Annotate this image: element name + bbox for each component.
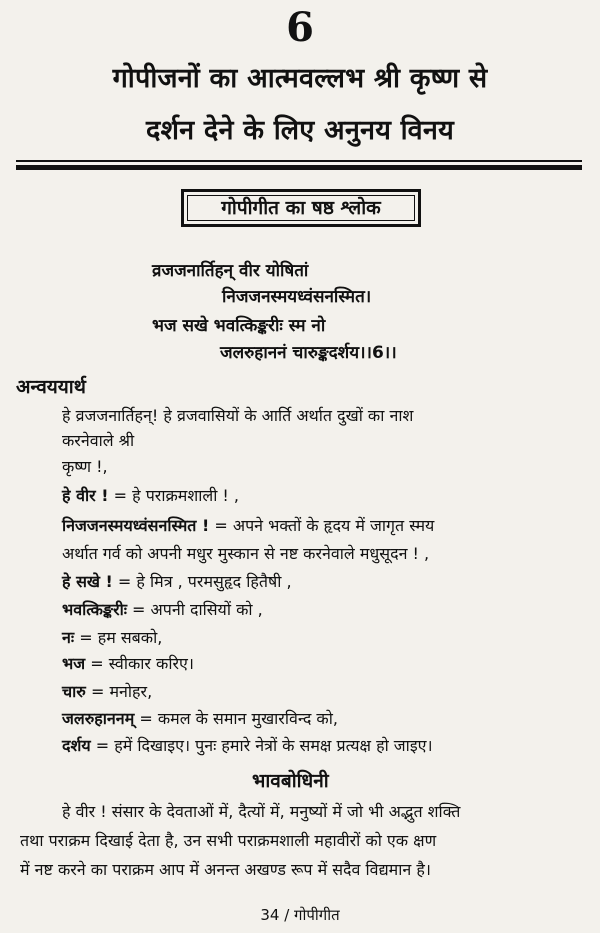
anvayartha-line <box>62 514 434 536</box>
anvayartha-text: करनेवाले श्री <box>62 431 135 450</box>
chapter-title-line-2: दर्शन देने के लिए अनुनय विनय <box>146 115 454 146</box>
title-rule-thin <box>16 160 582 162</box>
anvayartha-text: कृष्ण !, <box>62 457 108 476</box>
anvayartha-line <box>62 734 433 756</box>
verse-heading-inner-border <box>187 195 415 221</box>
anvayartha-text: = मनोहर, <box>85 682 153 701</box>
title-rule-thick <box>16 165 582 170</box>
verse-line-4: जलरुहाननं चारुङ्कदर्शय।।6।। <box>220 343 397 363</box>
anvayartha-term: जलरुहाननम् <box>62 709 135 728</box>
anvayartha-line <box>62 680 152 702</box>
anvayartha-line <box>62 484 239 506</box>
anvayartha-text: अर्थात गर्व को अपनी मधुर मुस्कान से नष्ट करनेवाले मधुसूदन ! , <box>62 544 430 563</box>
verse-line-1: व्रजजनार्तिहन् वीर योषितां <box>152 261 309 281</box>
anvayartha-text: = स्वीकार करिए। <box>85 654 194 673</box>
bhavabodhini-line: हे वीर ! संसार के देवताओं में, दैत्यों में, मनुष्यों में जो भी अद्भुत शक्ति <box>62 802 461 821</box>
anvayartha-text: = अपनी दासियों को , <box>126 600 263 619</box>
anvayartha-text: = कमल के समान मुखारविन्द को, <box>134 709 338 728</box>
anvayartha-term: निजजनस्मयध्वंसनस्मित ! <box>62 516 210 535</box>
chapter-title-line-1: गोपीजनों का आत्मवल्लभ श्री कृष्ण से <box>112 63 488 94</box>
verse-heading: गोपीगीत का षष्ठ श्लोक <box>221 197 381 219</box>
page-footer: 34 / गोपीगीत <box>260 906 340 924</box>
anvayartha-term: दर्शय <box>62 736 91 755</box>
anvayartha-line <box>62 598 263 620</box>
anvayartha-line <box>62 626 162 648</box>
anvayartha-line <box>62 542 429 564</box>
bhavabodhini-line: तथा पराक्रम दिखाई देता है, उन सभी पराक्रमशाली महावीरों को एक क्षण <box>20 831 437 850</box>
anvayartha-term: भवत्किङ्करीः <box>62 600 127 619</box>
anvayartha-line <box>62 707 338 729</box>
anvayartha-line <box>62 404 413 426</box>
anvayartha-text: = हे मित्र , परमसुहृद हितैषी , <box>112 572 292 591</box>
anvayartha-line <box>62 455 108 477</box>
chapter-number: 6 <box>286 4 314 51</box>
anvayartha-term: चारु <box>62 682 86 701</box>
anvayartha-heading: अन्वययार्थ <box>16 376 86 398</box>
anvayartha-line <box>62 429 134 451</box>
anvayartha-line <box>62 570 292 592</box>
anvayartha-term: भज <box>62 654 86 673</box>
verse-line-2: निजजनस्मयध्वंसनस्मित। <box>222 287 372 307</box>
bhavabodhini-line: में नष्ट करने का पराक्रम आप में अनन्त अखण्ड रूप में सदैव विद्यमान है। <box>20 860 431 879</box>
verse-heading-box <box>181 189 421 227</box>
anvayartha-text: = हमें दिखाइए। पुनः हमारे नेत्रों के समक्ष प्रत्यक्ष हो जाइए। <box>90 736 433 755</box>
verse-line-3: भज सखे भवत्किङ्करीः स्म नो <box>152 316 326 336</box>
anvayartha-text: हे व्रजजनार्तिहन्! हे व्रजवासियों के आर्ति अर्थात दुखों का नाश <box>62 406 414 425</box>
anvayartha-text: = अपने भक्तों के हृदय में जागृत स्मय <box>209 516 435 535</box>
anvayartha-line <box>62 652 194 674</box>
anvayartha-text: = हे पराक्रमशाली ! , <box>108 486 240 505</box>
anvayartha-term: हे वीर ! <box>62 486 109 505</box>
bhavabodhini-heading: भावबोधिनी <box>252 770 329 792</box>
anvayartha-term: हे सखे ! <box>62 572 113 591</box>
anvayartha-text: = हम सबको, <box>74 628 163 647</box>
anvayartha-term: नः <box>62 628 75 647</box>
